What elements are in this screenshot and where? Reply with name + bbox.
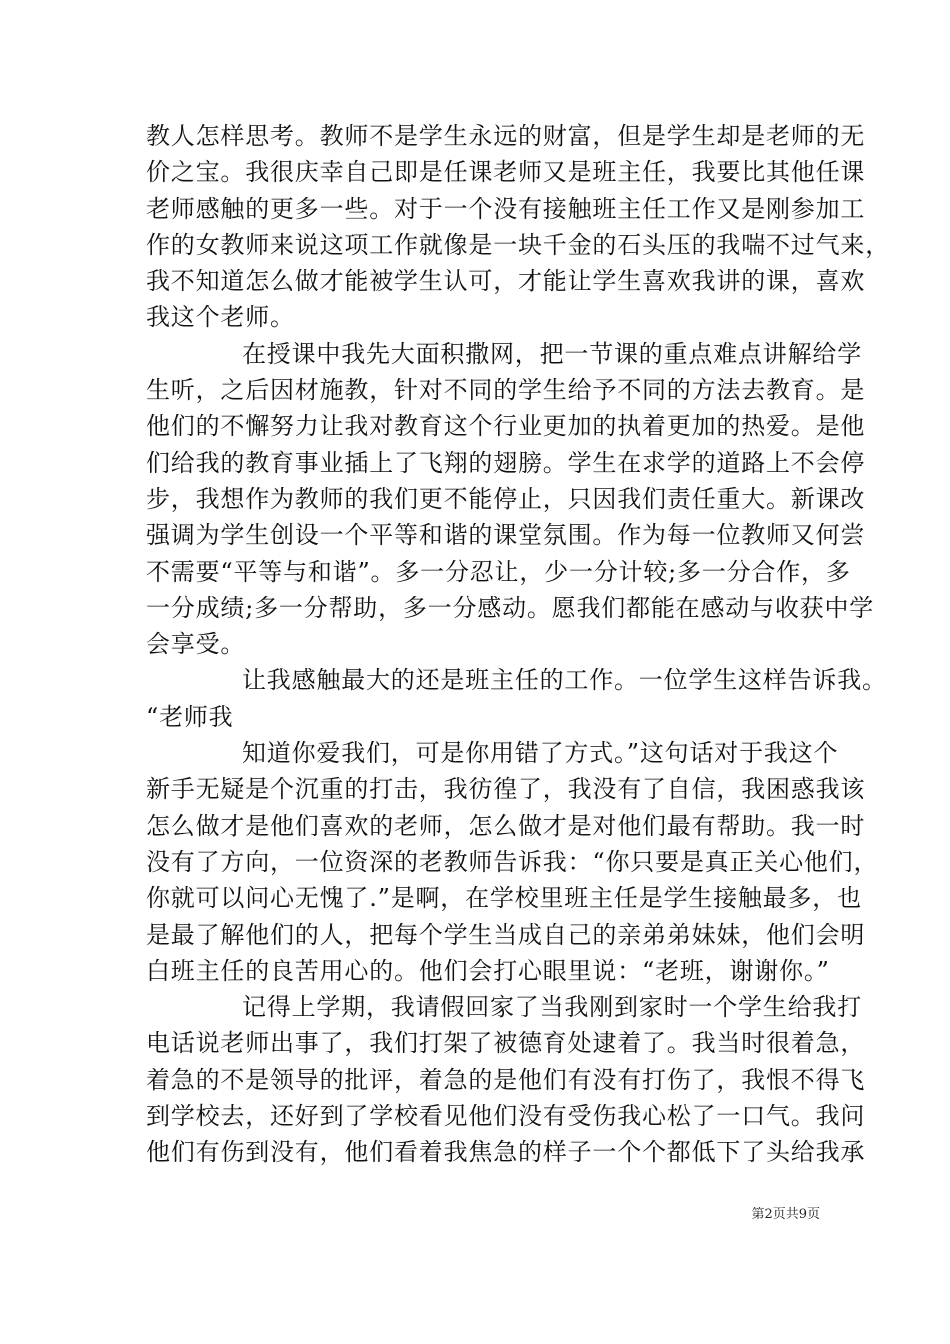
text-line: 作的女教师来说这项工作就像是一块千金的石头压的我喘不过气来， xyxy=(146,230,890,259)
text-line: “老师我 xyxy=(146,702,234,731)
text-line: 是最了解他们的人，把每个学生当成自己的亲弟弟妹妹，他们会明 xyxy=(146,920,866,949)
text-line: 没有了方向，一位资深的老教师告诉我：“你只要是真正关心他们， xyxy=(146,847,879,876)
text-line: 会享受。 xyxy=(146,630,246,659)
text-line: 他们的不懈努力让我对教育这个行业更加的执着更加的热爱。是他 xyxy=(146,412,866,441)
text-line: 让我感触最大的还是班主任的工作。一位学生这样告诉我。 xyxy=(242,666,887,695)
text-line: 一分成绩;多一分帮助，多一分感动。愿我们都能在感动与收获中学 xyxy=(146,593,875,622)
text-line: 我这个老师。 xyxy=(146,303,295,332)
text-line: 电话说老师出事了，我们打架了被德育处逮着了。我当时很着急， xyxy=(146,1029,866,1058)
text-line: 新手无疑是个沉重的打击，我彷徨了，我没有了自信，我困惑我该 xyxy=(146,775,866,804)
text-line: 价之宝。我很庆幸自己即是任课老师又是班主任，我要比其他任课 xyxy=(146,158,866,187)
text-line: 我不知道怎么做才能被学生认可，才能让学生喜欢我讲的课，喜欢 xyxy=(146,267,866,296)
text-line: 教人怎样思考。教师不是学生永远的财富，但是学生却是老师的无 xyxy=(146,122,866,150)
page-number-footer: 第2页共9页 xyxy=(751,1207,820,1222)
text-line: 老师感触的更多一些。对于一个没有接触班主任工作又是刚参加工 xyxy=(146,194,866,223)
text-line: 怎么做才是他们喜欢的老师，怎么做才是对他们最有帮助。我一时 xyxy=(146,811,866,840)
text-line: 不需要“平等与和谐”。多一分忍让，少一分计较;多一分合作，多 xyxy=(146,557,851,586)
text-line: 他们有伤到没有，他们看着我焦急的样子一个个都低下了头给我承 xyxy=(146,1138,866,1167)
text-line: 记得上学期，我请假回家了当我刚到家时一个学生给我打 xyxy=(242,993,862,1022)
text-line: 在授课中我先大面积撒网，把一节课的重点难点讲解给学 xyxy=(242,339,862,368)
text-line: 知道你爱我们，可是你用错了方式。”这句话对于我这个 xyxy=(242,739,839,768)
text-line: 你就可以问心无愧了.”是啊，在学校里班主任是学生接触最多，也 xyxy=(146,884,862,913)
text-line: 强调为学生创设一个平等和谐的课堂氛围。作为每一位教师又何尝 xyxy=(146,521,866,550)
text-line: 白班主任的良苦用心的。他们会打心眼里说：“老班，谢谢你。” xyxy=(146,956,830,985)
text-line: 们给我的教育事业插上了飞翔的翅膀。学生在求学的道路上不会停 xyxy=(146,448,866,477)
text-line: 步，我想作为教师的我们更不能停止，只因我们责任重大。新课改 xyxy=(146,484,866,513)
text-line: 着急的不是领导的批评，着急的是他们有没有打伤了，我恨不得飞 xyxy=(146,1065,866,1094)
text-line: 到学校去，还好到了学校看见他们没有受伤我心松了一口气。我问 xyxy=(146,1102,866,1131)
text-line: 生听，之后因材施教，针对不同的学生给予不同的方法去教育。是 xyxy=(146,376,866,405)
body-text xyxy=(146,118,890,1171)
